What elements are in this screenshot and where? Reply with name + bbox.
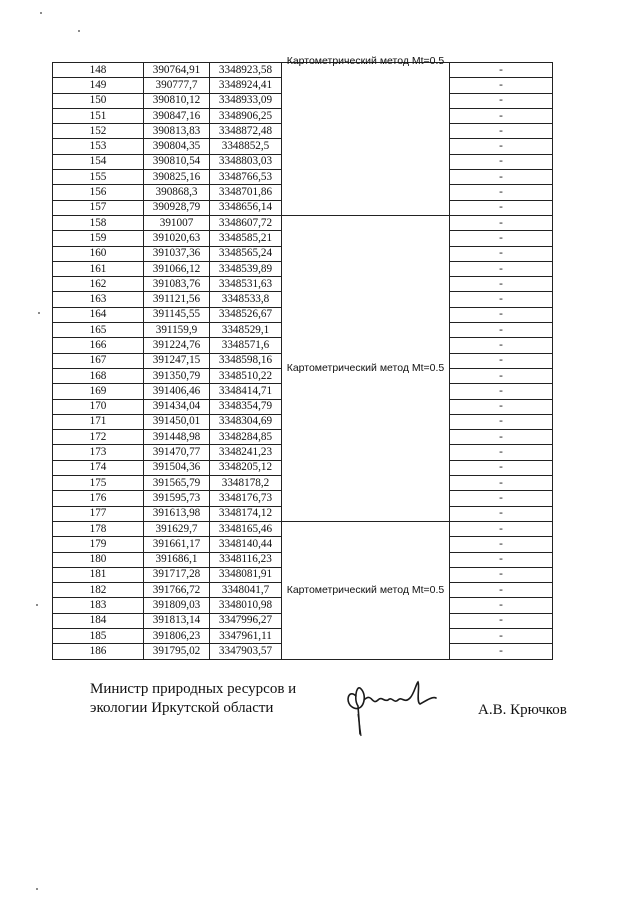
point-number-cell: 160 [53,246,144,261]
y-coordinate-cell: 3347903,57 [210,644,282,659]
accuracy-cell: - [450,537,553,552]
point-number-cell: 173 [53,445,144,460]
point-number-cell: 163 [53,292,144,307]
x-coordinate-cell: 391504,36 [144,460,210,475]
y-coordinate-cell: 3348923,58 [210,63,282,78]
y-coordinate-cell: 3348906,25 [210,108,282,123]
accuracy-cell: - [450,338,553,353]
accuracy-cell: - [450,399,553,414]
accuracy-cell: - [450,93,553,108]
y-coordinate-cell: 3348531,63 [210,277,282,292]
point-number-cell: 152 [53,124,144,139]
minister-title-line1: Министр природных ресурсов и [90,681,297,697]
x-coordinate-cell: 391159,9 [144,323,210,338]
y-coordinate-cell: 3348539,89 [210,261,282,276]
accuracy-cell: - [450,628,553,643]
minister-title-line2: экологии Иркутской области [90,700,274,716]
x-coordinate-cell: 391629,7 [144,521,210,536]
x-coordinate-cell: 391813,14 [144,613,210,628]
y-coordinate-cell: 3348205,12 [210,460,282,475]
x-coordinate-cell: 391717,28 [144,567,210,582]
point-number-cell: 185 [53,628,144,643]
accuracy-cell: - [450,108,553,123]
method-cell [282,55,450,216]
accuracy-cell: - [450,307,553,322]
x-coordinate-cell: 391247,15 [144,353,210,368]
point-number-cell: 176 [53,491,144,506]
point-number-cell: 182 [53,583,144,598]
x-coordinate-cell: 391809,03 [144,598,210,613]
signatory-name: А.В. Крючков [478,702,567,718]
x-coordinate-cell: 391121,56 [144,292,210,307]
x-coordinate-cell: 391406,46 [144,384,210,399]
y-coordinate-cell: 3348178,2 [210,476,282,491]
point-number-cell: 168 [53,368,144,383]
x-coordinate-cell: 391686,1 [144,552,210,567]
point-number-cell: 170 [53,399,144,414]
x-coordinate-cell: 390764,91 [144,63,210,78]
x-coordinate-cell: 391145,55 [144,307,210,322]
accuracy-cell: - [450,552,553,567]
accuracy-cell: - [450,246,553,261]
y-coordinate-cell: 3348176,73 [210,491,282,506]
y-coordinate-cell: 3348585,21 [210,231,282,246]
x-coordinate-cell: 390825,16 [144,170,210,185]
x-coordinate-cell: 391595,73 [144,491,210,506]
y-coordinate-cell: 3347961,11 [210,628,282,643]
x-coordinate-cell: 391661,17 [144,537,210,552]
point-number-cell: 183 [53,598,144,613]
y-coordinate-cell: 3348526,67 [210,307,282,322]
y-coordinate-cell: 3348852,5 [210,139,282,154]
accuracy-cell: - [450,139,553,154]
y-coordinate-cell: 3348571,6 [210,338,282,353]
accuracy-cell: - [450,277,553,292]
method-cell [282,215,450,521]
y-coordinate-cell: 3348607,72 [210,215,282,230]
accuracy-cell: - [450,200,553,215]
y-coordinate-cell: 3348598,16 [210,353,282,368]
x-coordinate-cell: 390804,35 [144,139,210,154]
method-cell [282,521,450,659]
x-coordinate-cell: 391613,98 [144,506,210,521]
point-number-cell: 153 [53,139,144,154]
y-coordinate-cell: 3348241,23 [210,445,282,460]
point-number-cell: 174 [53,460,144,475]
accuracy-cell: - [450,154,553,169]
scan-speck [36,604,38,606]
point-number-cell: 149 [53,78,144,93]
y-coordinate-cell: 3348010,98 [210,598,282,613]
accuracy-cell: - [450,215,553,230]
x-coordinate-cell: 391066,12 [144,261,210,276]
x-coordinate-cell: 391806,23 [144,628,210,643]
y-coordinate-cell: 3348414,71 [210,384,282,399]
point-number-cell: 178 [53,521,144,536]
x-coordinate-cell: 391448,98 [144,430,210,445]
point-number-cell: 148 [53,63,144,78]
point-number-cell: 151 [53,108,144,123]
accuracy-cell: - [450,613,553,628]
y-coordinate-cell: 3348510,22 [210,368,282,383]
point-number-cell: 157 [53,200,144,215]
point-number-cell: 181 [53,567,144,582]
y-coordinate-cell: 3348803,03 [210,154,282,169]
scan-speck [36,888,38,890]
y-coordinate-cell: 3348924,41 [210,78,282,93]
point-number-cell: 165 [53,323,144,338]
point-number-cell: 167 [53,353,144,368]
accuracy-cell: - [450,384,553,399]
y-coordinate-cell: 3348701,86 [210,185,282,200]
accuracy-cell: - [450,506,553,521]
scan-speck [40,12,42,14]
x-coordinate-cell: 390810,12 [144,93,210,108]
y-coordinate-cell: 3348284,85 [210,430,282,445]
point-number-cell: 162 [53,277,144,292]
point-number-cell: 177 [53,506,144,521]
x-coordinate-cell: 390868,3 [144,185,210,200]
y-coordinate-cell: 3348041,7 [210,583,282,598]
accuracy-cell: - [450,231,553,246]
accuracy-cell: - [450,63,553,78]
accuracy-cell: - [450,292,553,307]
x-coordinate-cell: 390928,79 [144,200,210,215]
y-coordinate-cell: 3348933,09 [210,93,282,108]
method-label: Картометрический метод Mt=0.5 [286,361,445,374]
accuracy-cell: - [450,124,553,139]
accuracy-cell: - [450,445,553,460]
y-coordinate-cell: 3348304,69 [210,414,282,429]
point-number-cell: 164 [53,307,144,322]
y-coordinate-cell: 3348766,53 [210,170,282,185]
x-coordinate-cell: 391007 [144,215,210,230]
y-coordinate-cell: 3348533,8 [210,292,282,307]
point-number-cell: 154 [53,154,144,169]
minister-title [90,680,296,718]
accuracy-cell: - [450,414,553,429]
accuracy-cell: - [450,521,553,536]
x-coordinate-cell: 391350,79 [144,368,210,383]
y-coordinate-cell: 3348565,24 [210,246,282,261]
x-coordinate-cell: 391434,04 [144,399,210,414]
accuracy-cell: - [450,323,553,338]
point-number-cell: 186 [53,644,144,659]
y-coordinate-cell: 3348656,14 [210,200,282,215]
accuracy-cell: - [450,353,553,368]
accuracy-cell: - [450,430,553,445]
accuracy-cell: - [450,567,553,582]
accuracy-cell: - [450,460,553,475]
point-number-cell: 166 [53,338,144,353]
accuracy-cell: - [450,598,553,613]
scan-speck [78,30,80,32]
accuracy-cell: - [450,644,553,659]
y-coordinate-cell: 3348872,48 [210,124,282,139]
table-row [53,63,553,78]
x-coordinate-cell: 391450,01 [144,414,210,429]
point-number-cell: 161 [53,261,144,276]
x-coordinate-cell: 391037,36 [144,246,210,261]
accuracy-cell: - [450,261,553,276]
point-number-cell: 155 [53,170,144,185]
method-label: Картометрический метод Mt=0.5 [286,583,445,596]
y-coordinate-cell: 3348529,1 [210,323,282,338]
y-coordinate-cell: 3347996,27 [210,613,282,628]
table-row [53,521,553,536]
accuracy-cell: - [450,368,553,383]
accuracy-cell: - [450,491,553,506]
x-coordinate-cell: 390777,7 [144,78,210,93]
x-coordinate-cell: 390813,83 [144,124,210,139]
point-number-cell: 184 [53,613,144,628]
x-coordinate-cell: 391766,72 [144,583,210,598]
scan-speck [38,312,40,314]
method-label: Картометрический метод Mt=0.5 [286,55,445,67]
y-coordinate-cell: 3348174,12 [210,506,282,521]
y-coordinate-cell: 3348165,46 [210,521,282,536]
point-number-cell: 156 [53,185,144,200]
coordinates-table [52,55,553,660]
accuracy-cell: - [450,185,553,200]
point-number-cell: 180 [53,552,144,567]
table-row [53,215,553,230]
point-number-cell: 179 [53,537,144,552]
y-coordinate-cell: 3348354,79 [210,399,282,414]
point-number-cell: 169 [53,384,144,399]
x-coordinate-cell: 391470,77 [144,445,210,460]
x-coordinate-cell: 391083,76 [144,277,210,292]
accuracy-cell: - [450,583,553,598]
y-coordinate-cell: 3348081,91 [210,567,282,582]
x-coordinate-cell: 391795,02 [144,644,210,659]
accuracy-cell: - [450,78,553,93]
accuracy-cell: - [450,170,553,185]
x-coordinate-cell: 391020,63 [144,231,210,246]
point-number-cell: 158 [53,215,144,230]
x-coordinate-cell: 391224,76 [144,338,210,353]
x-coordinate-cell: 391565,79 [144,476,210,491]
y-coordinate-cell: 3348140,44 [210,537,282,552]
point-number-cell: 171 [53,414,144,429]
point-number-cell: 172 [53,430,144,445]
x-coordinate-cell: 390810,54 [144,154,210,169]
x-coordinate-cell: 390847,16 [144,108,210,123]
point-number-cell: 150 [53,93,144,108]
y-coordinate-cell: 3348116,23 [210,552,282,567]
accuracy-cell: - [450,476,553,491]
point-number-cell: 175 [53,476,144,491]
point-number-cell: 159 [53,231,144,246]
handwritten-signature [342,674,442,744]
